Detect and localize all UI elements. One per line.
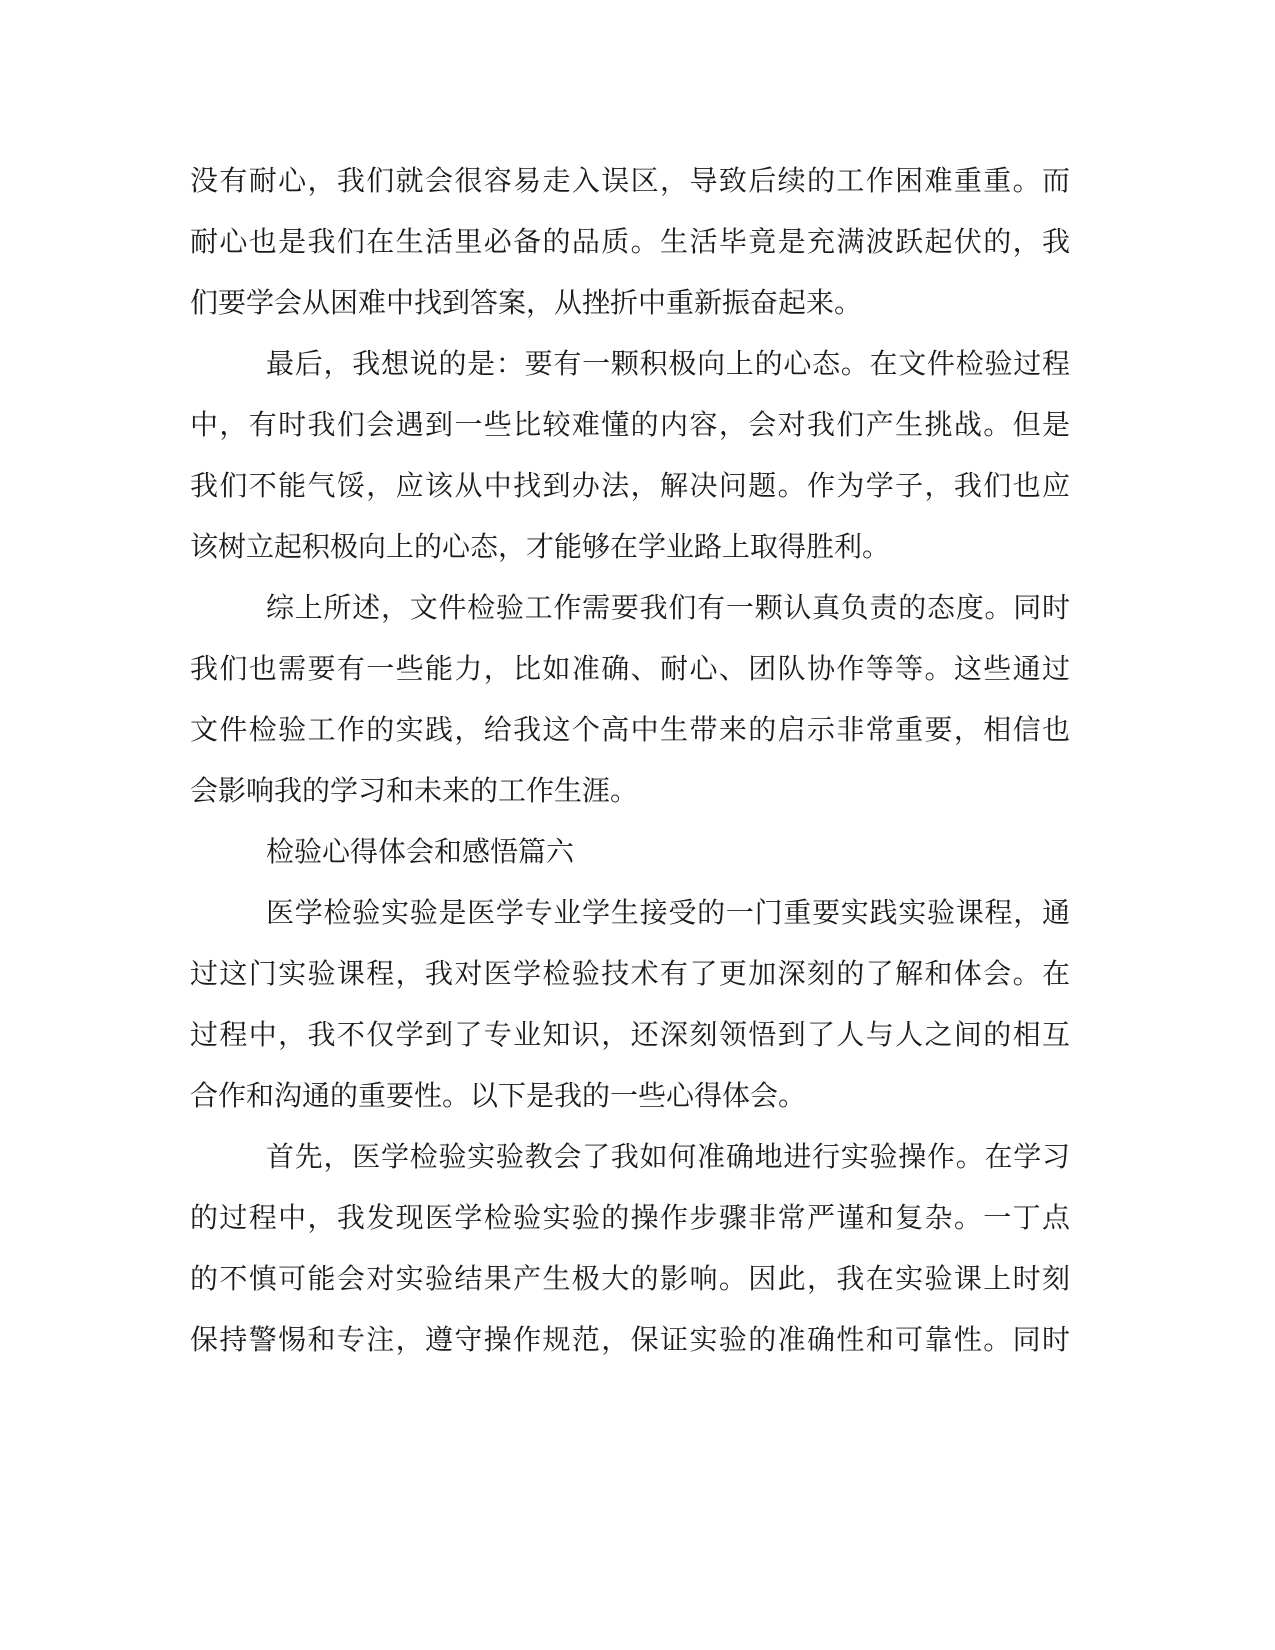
section-heading: 检验心得体会和感悟篇六 xyxy=(266,835,575,868)
text-line: 合作和沟通的重要性。以下是我的一些心得体会。 xyxy=(190,1079,807,1112)
text-line: 我们也需要有一些能力，比如准确、耐心、团队协作等等。这些通过 xyxy=(190,652,1070,685)
paragraph-summary xyxy=(190,577,1070,821)
text-line: 耐心也是我们在生活里必备的品质。生活毕竟是充满波跃起伏的，我 xyxy=(190,225,1070,258)
text-line: 医学检验实验是医学专业学生接受的一门重要实践实验课程，通 xyxy=(266,896,1070,929)
text-line: 没有耐心，我们就会很容易走入误区，导致后续的工作困难重重。而 xyxy=(190,164,1070,197)
text-line: 会影响我的学习和未来的工作生涯。 xyxy=(190,774,639,807)
text-line: 们要学会从困难中找到答案，从挫折中重新振奋起来。 xyxy=(190,286,863,319)
paragraph-patience xyxy=(190,150,1070,333)
text-line: 保持警惕和专注，遵守操作规范，保证实验的准确性和可靠性。同时 xyxy=(190,1323,1070,1356)
text-line: 综上所述，文件检验工作需要我们有一颗认真负责的态度。同时 xyxy=(266,591,1070,624)
text-line: 文件检验工作的实践，给我这个高中生带来的启示非常重要，相信也 xyxy=(190,713,1070,746)
text-line: 过程中，我不仅学到了专业知识，还深刻领悟到了人与人之间的相互 xyxy=(190,1018,1070,1051)
text-line: 该树立起积极向上的心态，才能够在学业路上取得胜利。 xyxy=(190,530,891,563)
paragraph-medical-lab-intro xyxy=(190,882,1070,1126)
paragraph-first-point xyxy=(190,1126,1070,1370)
text-line: 首先，医学检验实验教会了我如何准确地进行实验操作。在学习 xyxy=(266,1140,1070,1173)
document-page xyxy=(190,150,1070,1370)
text-line: 的过程中，我发现医学检验实验的操作步骤非常严谨和复杂。一丁点 xyxy=(190,1201,1070,1234)
text-line: 我们不能气馁，应该从中找到办法，解决问题。作为学子，我们也应 xyxy=(190,469,1070,502)
text-line: 中，有时我们会遇到一些比较难懂的内容，会对我们产生挑战。但是 xyxy=(190,408,1070,441)
text-line: 最后，我想说的是：要有一颗积极向上的心态。在文件检验过程 xyxy=(266,347,1070,380)
paragraph-positive-attitude xyxy=(190,333,1070,577)
text-line: 过这门实验课程，我对医学检验技术有了更加深刻的了解和体会。在 xyxy=(190,957,1070,990)
text-line: 的不慎可能会对实验结果产生极大的影响。因此，我在实验课上时刻 xyxy=(190,1262,1070,1295)
